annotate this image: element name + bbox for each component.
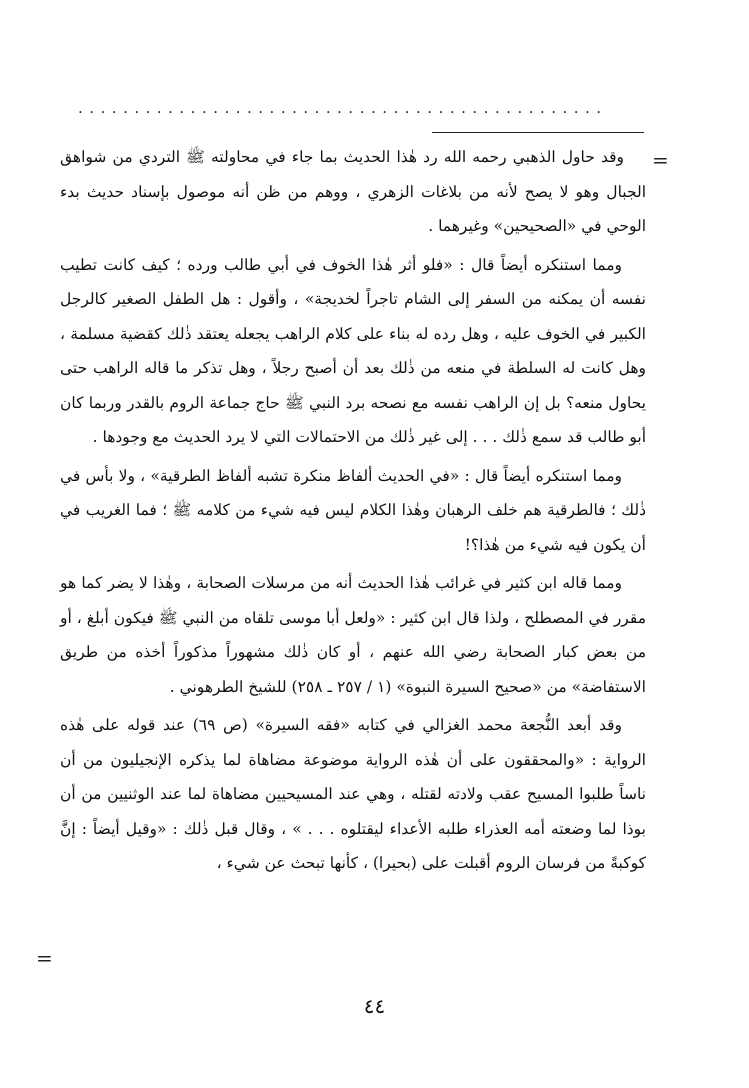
- footnote-paragraph: ومما استنكره أيضاً قال : «في الحديث ألفاظ منكرة تشبه ألفاظ الطرقية» ، ولا بأس في ذٰلك ؛ فالطرقية هم خلف الرهبان وهٰذا الكلام ليس فيه شيء من كلامه ﷺ ؛ فما الغريب في أن يكون فيه شيء من هٰذا؟!: [60, 466, 646, 554]
- continuation-mark-top: =: [652, 148, 669, 172]
- footnote-body: [60, 140, 646, 885]
- footnote-paragraph: وقد حاول الذهبي رحمه الله رد هٰذا الحديث بما جاء في محاولته ﷺ التردي من شواهق الجبال وهو لا يصح لأنه من بلاغات الزهري ، ووهم من ظن أنه موصول بإسناد حديث بدء الوحي في «الصحيحين» وغيرهما .: [60, 148, 646, 235]
- footnote-paragraph: ومما استنكره أيضاً قال : «فلو أثر هٰذا الخوف في أبي طالب ورده ؛ كيف كانت تطيب نفسه أن يمكنه من السفر إلى الشام تاجراً لخديجة» ، وأقول : هل الطفل الصغير كالرجل الكبير في الخوف عليه ، وهل رده له بناء على كلام الراهب يجعله يعتقد ذٰلك كقضية مسلمة ، وهل كانت له السلطة في منعه من ذٰلك بعد أن أصبح رجلاً ، وهل تذكر ما قاله الراهب حتى يحاول منعه؟ بل إن الراهب نفسه مع نصحه برد النبي ﷺ حاج جماعة الروم بالقدر وربما كان أبو طالب قد سمع ذٰلك . . . إلى غير ذٰلك من الاحتمالات التي لا يرد الحديث مع وجودها .: [60, 255, 646, 446]
- footnote-paragraph: وقد أبعد النُّجعة محمد الغزالي في كتابه «فقه السيرة» (ص ٦٩) عند قوله على هٰذه الرواية : «والمحققون على أن هٰذه الرواية موضوعة مضاهاة لما يذكره الإنجيليون من أن ناساً طلبوا المسيح عقب ولادته لقتله ، وهي عند المسيحيين مضاهاة لما عند الوثنيين من أن بوذا لما وضعته أمه العذراء طلبه الأعداء ليقتلوه . . . » ، وقال قبل ذٰلك : «وقيل أيضاً : إنَّ كوكبةً من فرسان الروم أقبلت على (بحيرا) ، كأنها تبحث عن شيء ،: [60, 716, 646, 872]
- page-number: ٤٤: [363, 994, 386, 1018]
- separator-dots: ...............................................: [78, 99, 608, 117]
- footnote-paragraph: ومما قاله ابن كثير في غرائب هٰذا الحديث أنه من مرسلات الصحابة ، وهٰذا لا يضر كما هو مقرر في المصطلح ، ولذا قال ابن كثير : «ولعل أبا موسى تلقاه من النبي ﷺ فيكون أبلغ ، أو من بعض كبار الصحابة رضي الله عنهم ، أو كان ذٰلك مشهوراً مذكوراً أخذه من طريق الاستفاضة» من «صحيح السيرة النبوة» (١ / ٢٥٧ ـ ٢٥٨) للشيخ الطرهوني .: [60, 574, 646, 696]
- footnote-rule: [432, 132, 644, 133]
- continuation-mark-bottom: =: [36, 946, 53, 970]
